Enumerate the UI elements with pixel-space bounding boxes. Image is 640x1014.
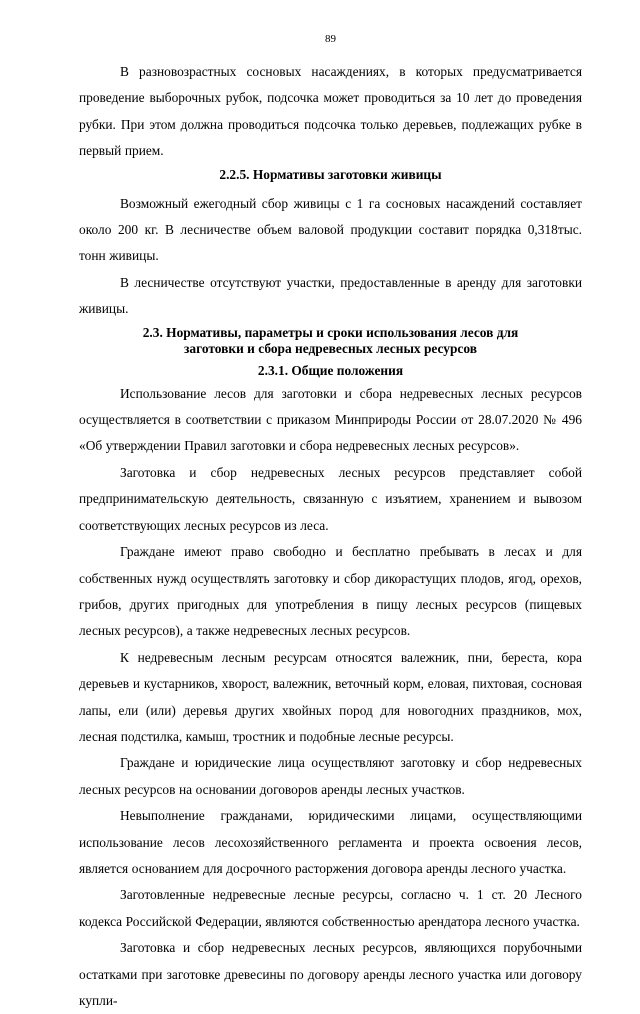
paragraph-lease-basis: Граждане и юридические лица осуществляют заготовку и сбор недревесных лесных ресурсов на основании договоров аренды лесных участков. (79, 755, 582, 797)
paragraph-regulatory-basis: Использование лесов для заготовки и сбора недревесных лесных ресурсов осуществляется в соответствии с приказом Минприроды России от 28.07.2020 № 496 «Об утверждении Правил заготовки и сбора недревесных лесных ресурсов». (79, 385, 582, 454)
section-heading-2-3 (79, 325, 582, 357)
paragraph-business-activity: Заготовка и сбор недревесных лесных ресурсов представляет собой предпринимательскую деятельность, связанную с изъятием, хранением и вывозом соответствующих лесных ресурсов из леса. (79, 464, 582, 533)
paragraph-subtapping-uneven-aged: В разновозрастных сосновых насаждениях, в которых предусматривается проведение выборочных рубок, подсочка может проводиться за 10 лет до проведения рубки. При этом должна проводиться подсочка только деревьев, подлежащих рубке в первый прием. (79, 64, 582, 159)
section-heading-2-3-1: 2.3.1. Общие положения (257, 362, 404, 378)
paragraph-no-leased-plots: В лесничестве отсутствуют участки, предоставленные в аренду для заготовки живицы. (79, 274, 582, 317)
page-number: 89 (325, 33, 336, 45)
section-heading-2-2-5: 2.2.5. Нормативы заготовки живицы (219, 166, 442, 182)
paragraph-termination-grounds: Невыполнение гражданами, юридическими лицами, осуществляющими использование лесов лесохозяйственного регламента и проекта освоения лесов, является основанием для досрочного расторжения договора аренды лесного участка. (79, 808, 582, 876)
section-heading-2-3-line-1: 2.3. Нормативы, параметры и сроки использования лесов для (142, 324, 519, 340)
paragraph-logging-residues: Заготовка и сбор недревесных лесных ресурсов, являющихся порубочными остатками при заготовке древесины по договору аренды лесного участка или договору купли- (79, 940, 582, 1008)
paragraph-resin-yield: Возможный ежегодный сбор живицы с 1 га сосновых насаждений составляет около 200 кг. В лесничестве объем валовой продукции составит порядка 0,318тыс. тонн живицы. (79, 195, 582, 264)
paragraph-ownership: Заготовленные недревесные лесные ресурсы, согласно ч. 1 ст. 20 Лесного кодекса Российской Федерации, являются собственностью арендатора лесного участка. (79, 887, 582, 929)
paragraph-resource-list: К недревесным лесным ресурсам относятся валежник, пни, береста, кора деревьев и кустарников, хворост, валежник, веточный корм, еловая, пихтовая, сосновая лапы, ели (или) деревья других хвойных пород для новогодних праздников, мох, лесная подстилка, камыш, тростник и подобные лесные ресурсы. (79, 649, 582, 744)
paragraph-citizens-rights: Граждане имеют право свободно и бесплатно пребывать в лесах и для собственных нужд осуществлять заготовку и сбор дикорастущих плодов, ягод, орехов, грибов, других пригодных для употребления в пищу лесных ресурсов (пищевых лесных ресурсов), а также недревесных лесных ресурсов. (79, 544, 582, 639)
section-heading-2-3-line-2: заготовки и сбора недревесных лесных ресурсов (184, 340, 477, 356)
